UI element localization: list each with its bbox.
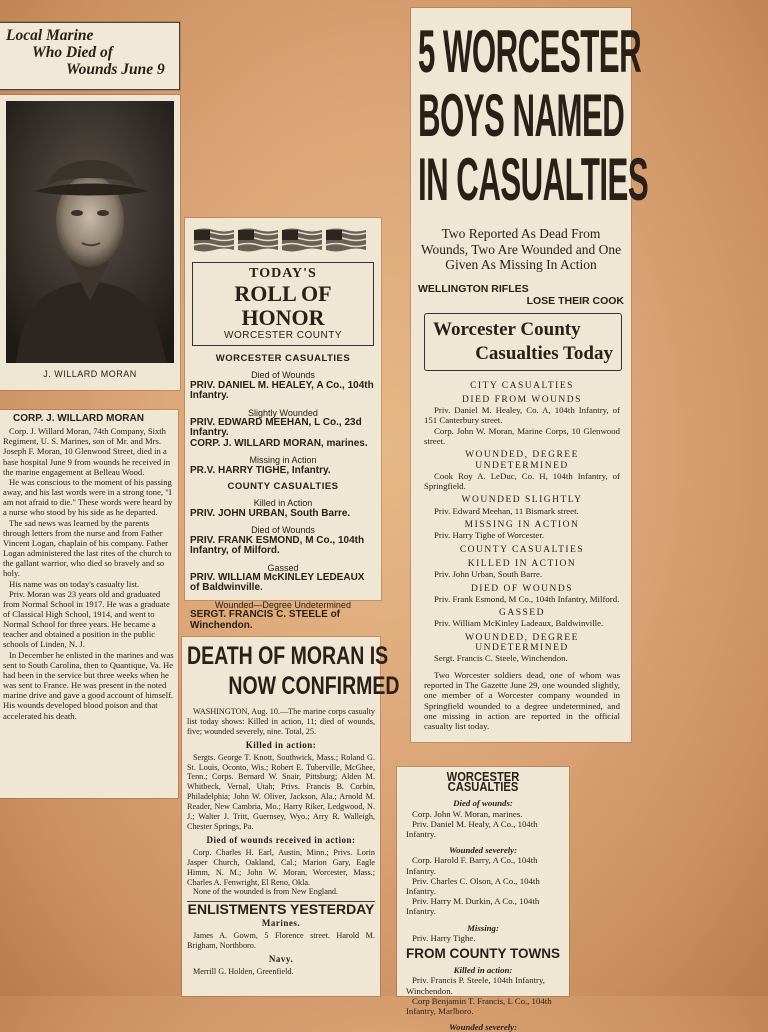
list-item: Cook Roy A. LeDuc, Co. H, 104th Infantry, of Springfield. (424, 470, 620, 492)
obituary-body (3, 426, 175, 721)
local-marine-headline-line-1: Local Marine (6, 27, 94, 44)
list-subhead: COUNTY CASUALTIES (459, 544, 585, 555)
list-item: Priv. Charles C. Olson, A Co., 104th Infantry. (406, 875, 540, 897)
list-subhead: Wounded severely: (449, 845, 517, 856)
list-subhead: FROM COUNTY TOWNS (406, 946, 560, 962)
death-headline-line-2: NOW CONFIRMED (228, 672, 400, 700)
list-item: Priv. Harry Tighe. (412, 932, 476, 943)
list-subhead: Wounded severely: (449, 1022, 517, 1032)
flags-icon (190, 226, 376, 256)
list-item: Corp Benjamin T. Francis, L Co., 104th Infantry, Marlboro. (406, 995, 552, 1017)
list-subhead: WOUNDED, DEGREE UNDETERMINED (465, 450, 579, 471)
five-boys-headline-line-3: IN CASUALTIES (418, 146, 649, 213)
roll-title-county: WORCESTER COUNTY (224, 330, 342, 341)
five-boys-headline-line-1: 5 WORCESTER (418, 18, 642, 85)
list-subhead: Killed in Action (253, 498, 313, 509)
list-item: Two Worcester soldiers dead, one of whom was reported in The Gazette June 29, one wounded slightly, one member of a Worcester company wounded in Springfield wounded to a degree undetermined, and one missing in action are reported in the official casualty list today. (424, 669, 620, 732)
list-item: PRIV. WILLIAM McKINLEY LEDEAUX of Baldwinville. (190, 571, 365, 594)
local-marine-headline-clipping (0, 22, 180, 90)
list-subhead: Died of Wounds (251, 525, 315, 536)
list-item: PR.V. HARRY TIGHE, Infantry. (190, 464, 331, 476)
obituary-clipping (0, 410, 178, 798)
list-subhead: Missing in Action (249, 455, 317, 466)
list-subhead: KILLED IN ACTION (467, 558, 577, 569)
local-marine-headline-line-2: Who Died of (32, 44, 113, 61)
killed-list: Sergts. George T. Knott, Southwick, Mass.; Roland G. St. Louis, Oconto, Wis.; Robert E. Tuberville, McGhee, Tenn.; Corps. Bernard W. Snair, Pittsburg; Alden M. Whitbeck, Vernal, Utah; Privs. Francis B. Corbin, Philadelphia; John W. Oliver, Jackson, Ala.; Arnold M. Reader, New Cambria, Mo.; Harry Riker, Ledgwood, N. J.; Walter J. Tritt, Guernsey, Wyo.; Arry R. Walleigh, Chester Springs, Pa. (187, 752, 375, 831)
died-subhead: Died of wounds received in action: (206, 834, 356, 845)
list-item: PRIV. FRANK ESMOND, M Co., 104th Infantry, of Milford. (190, 534, 365, 557)
navy-subhead: Navy. (268, 953, 294, 964)
list-item: Priv. Harry M. Durkin, A Co., 104th Infantry. (406, 896, 540, 917)
obituary-paragraph: He was conscious to the moment of his passing away, and his last words were in a strong tone, "I am not afraid to die." These words were heard by a nurse who stood by his side as he departed. (3, 476, 173, 518)
enlistments-title: ENLISTMENTS YESTERDAY (187, 901, 375, 918)
local-marine-headline-line-3: Wounds June 9 (66, 61, 165, 78)
list-item: Corp. John W. Moran, Marine Corps, 10 Glenwood street. (424, 425, 620, 446)
list-subhead: WOUNDED, DEGREE UNDETERMINED (465, 632, 579, 654)
list-item: Priv. Daniel M. Healey, Co. A, 104th Infantry, of 151 Canterbury street. (424, 405, 620, 426)
obituary-paragraph: Corp. J. Willard Moran, 74th Company, Sixth Regiment, U. S. Marines, son of Mr. and Mrs. Joseph F. Moran, 10 Glenwood Street, died in a base hospital June 9 from wounds he received in the marine engagement at Belleau Wood. (3, 426, 171, 477)
death-headline-line-1: DEATH OF MORAN IS (187, 642, 389, 670)
roll-of-honor-list (190, 354, 376, 631)
list-subhead: WORCESTER CASUALTIES (215, 353, 351, 364)
list-item: Priv. Daniel M. Healy, A Co., 104th Infantry. (406, 818, 538, 840)
list-item: Priv. Francis P. Steele, 104th Infantry, Winchendon. (406, 975, 545, 996)
roll-of-honor-title-box (192, 262, 374, 346)
list-subhead: Killed in action: (453, 965, 513, 976)
list-subhead: CITY CASUALTIES (470, 380, 574, 391)
list-item: PRIV. JOHN URBAN, South Barre. (190, 507, 351, 519)
list-item: Corp. Harold F. Barry, A Co., 104th Infantry. (406, 855, 538, 876)
list-item: Priv. Harry Tighe of Worcester. (434, 530, 544, 541)
list-subhead: MISSING IN ACTION (464, 520, 580, 531)
list-item: Corp. John W. Moran, marines. (412, 808, 523, 819)
obituary-paragraph: His name was on today's casualty list. (9, 578, 140, 589)
list-item: Priv. William McKinley Ladeaux, Baldwinville. (434, 618, 604, 629)
death-lead-paragraph: WASHINGTON, Aug. 10.—The marine corps casualty list today shows: Killed in action, 11; died of wounds, five; wounded severely, nine. Total, 25. (187, 707, 375, 736)
marines-subhead: Marines. (261, 918, 301, 929)
roll-of-honor-clipping (185, 218, 381, 631)
list-subhead: WOUNDED SLIGHTLY (461, 495, 583, 506)
obituary-paragraph: In December he enlisted in the marines and was sent to South Carolina, then to Quantique, Va. He had been in the service but three weeks when he was sent to France. He was present in the noted marine drive and gave a good account of himself. His wounds developed blood poison and that accelerated his death. (3, 649, 174, 721)
killed-subhead: Killed in action: (245, 739, 317, 750)
list-subhead: Wounded—Degree Undetermined (215, 599, 351, 610)
roll-title-big: ROLL OF HONOR (234, 281, 332, 330)
list-subhead: GASSED (499, 608, 545, 619)
died-list: Corp. Charles H. Earl, Austin, Minn.; Privs. Lorin Jasper Church, Oakland, Cal.; Marion Gary, Eagle Himm, N. M.; John W. Moran, Worcester, Mass.; Charles A. Fenwright, El Reno, Okla. (187, 847, 375, 887)
worcester-casualties-box-clipping (397, 767, 569, 1032)
portrait-photo (6, 101, 174, 363)
list-item: PRIV. DANIEL M. HEALEY, A Co., 104th Infantry. (190, 379, 374, 402)
list-item: SERGT. FRANCIS C. STEELE of Winchendon. (190, 609, 341, 631)
obituary-paragraph: Priv. Moran was 23 years old and graduated from Normal School in 1917. He was a graduate of Classical High School, 1914, and went to Normal School for three years. He became a teacher and obtained a position in the public schools of Linden, N. J. (3, 588, 170, 650)
wellington-rifles-subhead: WELLINGTON RIFLES (418, 282, 529, 295)
death-of-moran-clipping (182, 637, 400, 996)
list-subhead: DIED FROM WOUNDS (462, 394, 582, 405)
obituary-paragraph: The sad news was learned by the parents through letters from the nurse and from Father Vincent Logan, chaplain of his company. Father Logan administered the last rites of the church to the gallant warrior, who died so bravely and so holy. (3, 517, 172, 579)
marines-list: James A. Gowm, 5 Florence street. Harold M. Brigham, Northboro. (187, 931, 375, 951)
five-worcester-boys-clipping (411, 8, 649, 742)
list-item: Priv. Edward Meehan, 11 Bismark street. (434, 505, 579, 516)
died-tail: None of the wounded is from New England. (193, 887, 339, 897)
list-subhead: COUNTY CASUALTIES (227, 481, 339, 493)
list-subhead: Died of wounds: (453, 798, 513, 809)
roll-title-small: TODAY'S (249, 266, 317, 281)
list-subhead: Missing: (467, 922, 499, 933)
list-item: PRIV. EDWARD MEEHAN, L Co., 23d Infantry. (190, 417, 362, 439)
list-subhead: Slightly Wounded (248, 407, 318, 418)
portrait-clipping (0, 95, 180, 390)
list-item: Sergt. Francis C. Steele, Winchendon. (434, 653, 568, 664)
flag-banner (190, 226, 376, 256)
navy-list: Merrill G. Holden, Greenfield. (193, 966, 294, 976)
worcester-box-list (406, 798, 560, 1032)
five-boys-casualty-list (418, 381, 624, 732)
five-boys-deck: Two Reported As Dead From Wounds, Two Are Wounded and One Given As Missing In Action (420, 226, 622, 272)
list-item: Priv. John Urban, South Barre. (434, 569, 543, 580)
five-boys-headline-line-2: BOYS NAMED (418, 82, 625, 149)
county-box-line-2: Casualties Today (475, 342, 613, 364)
list-subhead: Gassed (267, 562, 299, 573)
county-box-line-1: Worcester County (433, 318, 581, 340)
worcester-box-title: WORCESTER CASUALTIES (446, 769, 520, 795)
list-item: CORP. J. WILLARD MORAN, marines. (190, 437, 368, 449)
list-subhead: DIED OF WOUNDS (470, 583, 574, 594)
list-item: Priv. Frank Esmond, M Co., 104th Infantry, Milford. (434, 593, 620, 604)
obituary-title: CORP. J. WILLARD MORAN (13, 413, 144, 424)
lose-their-cook-subhead: LOSE THEIR COOK (526, 294, 624, 307)
list-subhead: Died of Wounds (251, 370, 315, 381)
county-casualties-box (424, 313, 622, 371)
portrait-caption: J. WILLARD MORAN (43, 369, 137, 379)
